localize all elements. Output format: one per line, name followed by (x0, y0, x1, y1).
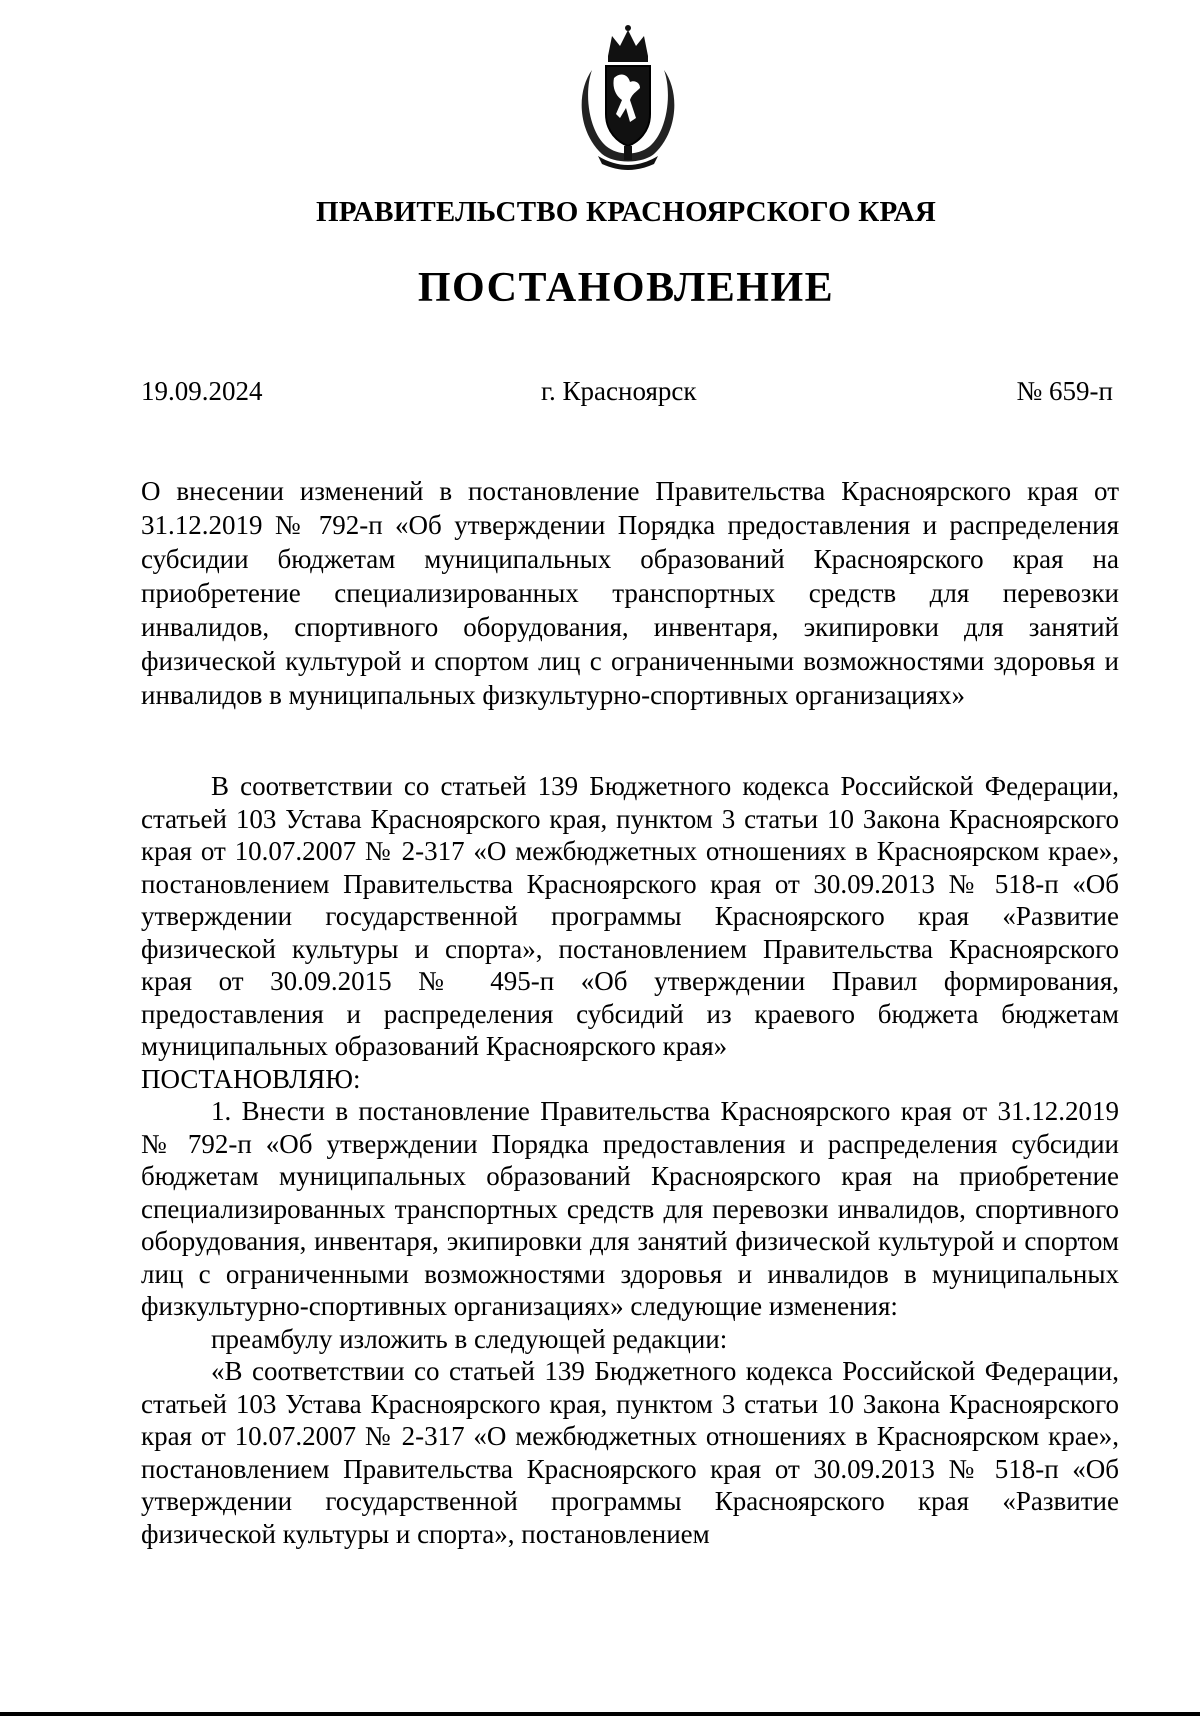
document-date: 19.09.2024 (141, 376, 263, 406)
document-type-heading: ПОСТАНОВЛЕНИЕ (417, 265, 835, 311)
body-paragraph-basis: В соответствии со статьей 139 Бюджетного кодекса Российской Федерации, статьей 103 Устава Красноярского края, пунктом 3 статьи 10 Закона Красноярского края от 10.07.2007 № 2-317 «О межбюджетных отношениях в Красноярском крае», постановлением Правительства Красноярского края от 30.09.2013 № 518-п «Об утверждении государственной программы Красноярского края «Развитие физической культуры и спорта», постановлением Правительства Красноярского края от 30.09.2015 № 495-п «Об утверждении Правил формирования, предоставления и распределения субсидий из краевого бюджета бюджетам муниципальных образований Красноярского края» (141, 771, 1119, 1061)
document-city: г. Красноярск (541, 376, 697, 406)
body-paragraph-preamble-intro: преамбулу изложить в следующей редакции: (211, 1323, 728, 1354)
coat-of-arms-emblem (568, 22, 688, 172)
document-number: № 659-п (1016, 376, 1113, 406)
resolve-statement: ПОСТАНОВЛЯЮ: (141, 1063, 361, 1094)
government-title: ПРАВИТЕЛЬСТВО КРАСНОЯРСКОГО КРАЯ (315, 196, 937, 228)
document-body (141, 770, 1119, 1550)
body-paragraph-preamble-text: «В соответствии со статьей 139 Бюджетного кодекса Российской Федерации, статьей 103 Устава Красноярского края, пунктом 3 статьи 10 Закона Красноярского края от 10.07.2007 № 2-317 «О межбюджетных отношениях в Красноярском крае», постановлением Правительства Красноярского края от 30.09.2013 № 518-п «Об утверждении государственной программы Красноярского края «Развитие физической культуры и спорта», постановлением (141, 1356, 1119, 1549)
scan-edge-line (0, 1712, 1200, 1716)
document-subject: О внесении изменений в постановление Правительства Красноярского края от 31.12.2019 № 792-п «Об утверждении Порядка предоставления и распределения субсидии бюджетам муниципальных образований Красноярского края на приобретение специализированных транспортных средств для перевозки инвалидов, спортивного оборудования, инвентаря, экипировки для занятий физической культурой и спортом лиц с ограниченными возможностями здоровья и инвалидов в муниципальных физкультурно-спортивных организациях» (141, 476, 1119, 710)
document-meta-row (141, 376, 1113, 416)
body-paragraph-item-1: 1. Внести в постановление Правительства Красноярского края от 31.12.2019 № 792-п «Об утверждении Порядка предоставления и распределения субсидии бюджетам муниципальных образований Красноярского края на приобретение специализированных транспортных средств для перевозки инвалидов, спортивного оборудования, инвентаря, экипировки для занятий физической культурой и спортом лиц с ограниченными возможностями здоровья и инвалидов в муниципальных физкультурно-спортивных организациях» следующие изменения: (141, 1096, 1119, 1321)
